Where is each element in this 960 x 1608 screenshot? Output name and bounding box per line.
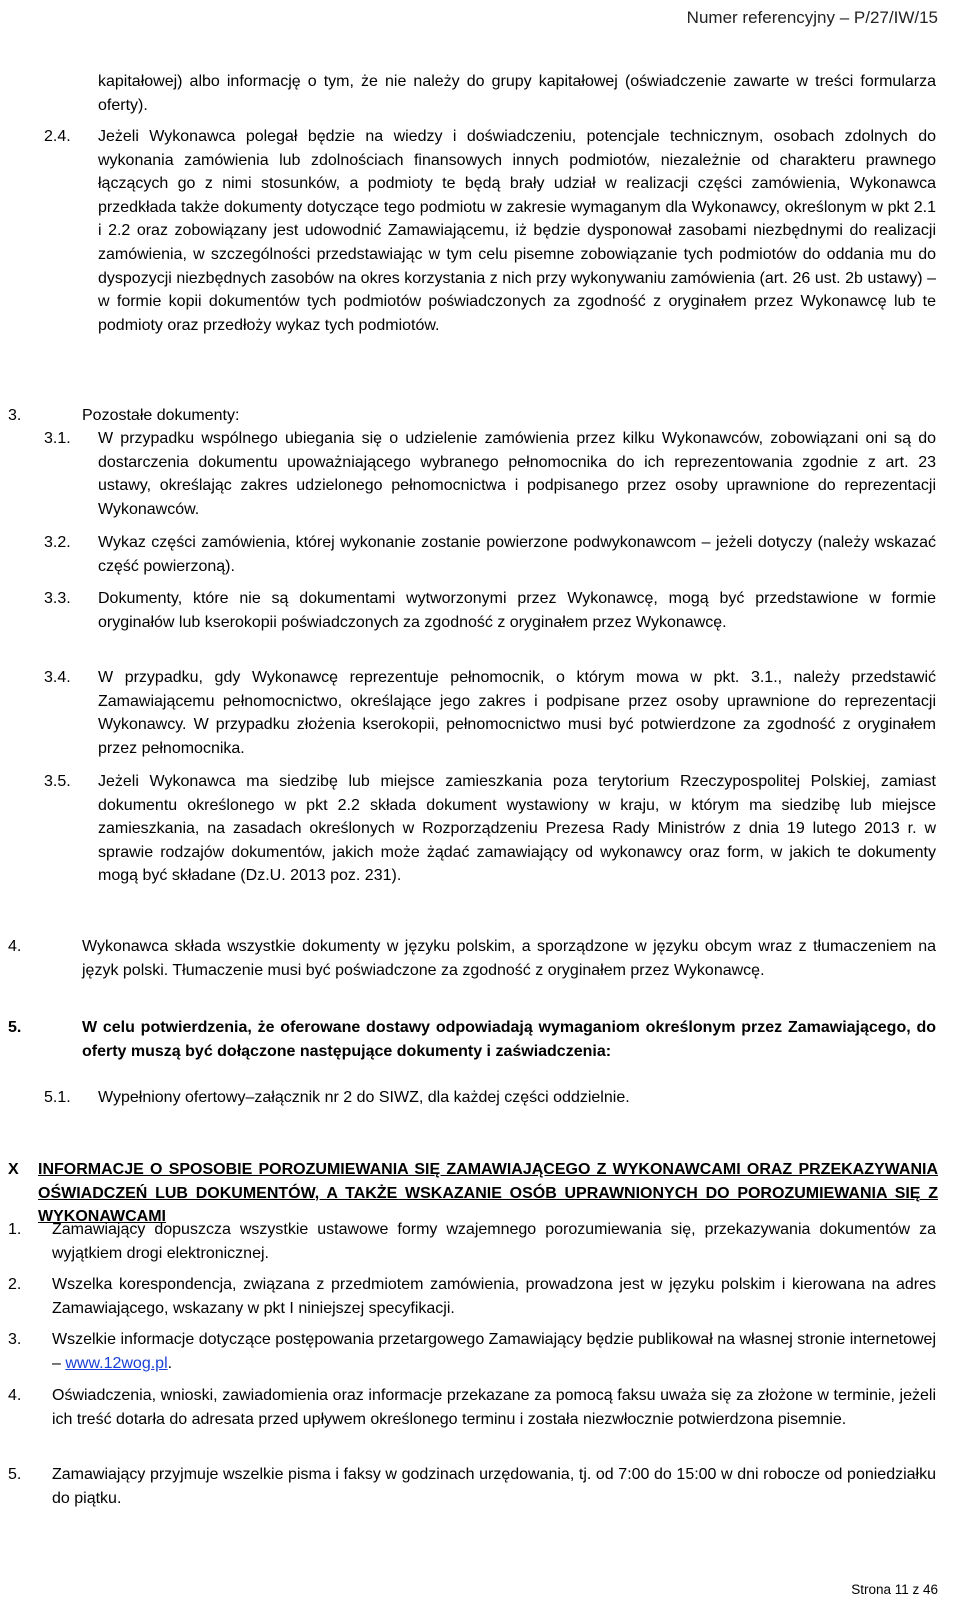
x-paragraph-3 xyxy=(52,1328,936,1375)
x-paragraph-1: Zamawiający dopuszcza wszystkie ustawowe formy wzajemnego porozumiewania się, przekazywania dokumentów za wyjątkiem drogi elektronicznej. xyxy=(52,1221,936,1262)
paragraph-4: Wykonawca składa wszystkie dokumenty w języku polskim, a sporządzone w języku obcym wraz z tłumaczeniem na język polski. Tłumaczenie musi być poświadczone za zgodność z oryginałem przez Wykonawcę. xyxy=(82,938,936,979)
paragraph-5: W celu potwierdzenia, że oferowane dostawy odpowiadają wymaganiom określonym przez Zamawiającego, do oferty muszą być dołączone następujące dokumenty i zaświadczenia: xyxy=(82,1019,936,1060)
page-number: Strona 11 z 46 xyxy=(851,1582,938,1597)
item-number-4: 4. xyxy=(8,938,22,955)
x-item-number-1: 1. xyxy=(8,1221,22,1238)
x-paragraph-3-text: Wszelkie informacje dotyczące postępowania przetargowego Zamawiający będzie publikował na własnej stronie internetowej – xyxy=(52,1331,937,1372)
section-title: INFORMACJE O SPOSOBIE POROZUMIEWANIA SIĘ ZAMAWIAJĄCEGO Z WYKONAWCAMI ORAZ PRZEKAZYWANIA OŚWIADCZEŃ LUB DOKUMENTÓW, A TAKŻE WSKAZANIE OSÓB UPRAWNIONYCH DO POROZUMIEWANIA SIĘ Z WYKONAWCAMI xyxy=(38,1161,938,1226)
item-number-3-5: 3.5. xyxy=(44,773,71,790)
item-number-5: 5. xyxy=(8,1019,22,1036)
section-number: X xyxy=(8,1161,19,1178)
paragraph-3-4: W przypadku, gdy Wykonawcę reprezentuje pełnomocnik, o którym mowa w pkt. 3.1., należy przedstawić Zamawiającemu pełnomocnictwo, określające jego zakres i podpisane przez osoby uprawnione do reprezentacji Wykonawcy. W przypadku złożenia kserokopii, pełnomocnictwo musi być potwierdzone za zgodność z oryginałem przez pełnomocnika. xyxy=(98,669,936,757)
x-item-number-2: 2. xyxy=(8,1276,22,1293)
paragraph-3-3: Dokumenty, które nie są dokumentami wytworzonymi przez Wykonawcę, mogą być przedstawione w formie oryginałów lub kserokopii poświadczonych za zgodność z oryginałem przez Wykonawcę. xyxy=(98,590,936,631)
x-paragraph-4: Oświadczenia, wnioski, zawiadomienia oraz informacje przekazane za pomocą faksu uważa się za złożone w terminie, jeżeli ich treść dotarła do adresata przed upływem określonego terminu i została niezwłocznie potwierdzona pisemnie. xyxy=(52,1387,936,1428)
x-item-number-4: 4. xyxy=(8,1387,22,1404)
reference-number: Numer referencyjny – P/27/IW/15 xyxy=(686,8,938,27)
paragraph-3-1: W przypadku wspólnego ubiegania się o udzielenie zamówienia przez kilku Wykonawców, zobowiązani oni są do dostarczenia dokumentu upoważniającego wybranego pełnomocnika do ich reprezentowania zgodnie z art. 23 ustawy, określając zakres udzielonego pełnomocnictwa i podpisanego przez osoby uprawnione do reprezentacji Wykonawców. xyxy=(98,430,936,518)
x-paragraph-2: Wszelka korespondencja, związana z przedmiotem zamówienia, prowadzona jest w języku polskim i kierowana na adres Zamawiającego, wskazany w pkt I niniejszej specyfikacji. xyxy=(52,1276,936,1317)
website-link[interactable]: www.12wog.pl xyxy=(65,1354,168,1372)
paragraph-2-4: Jeżeli Wykonawca polegał będzie na wiedzy i doświadczeniu, potencjale technicznym, osobach zdolnych do wykonania zamówienia lub zdolnościach finansowych innych podmiotów, niezależnie od charakteru prawnego łączących go z nimi stosunków, a podmioty te będą brały udział w realizacji części zamówienia, Wykonawca przedkłada także dokumenty dotyczące tego podmiotu w zakresie wymaganym dla Wykonawcy, określonym w pkt 2.1 i 2.2 oraz zobowiązany jest udowodnić Zamawiającemu, iż będzie dysponował zasobami niezbędnymi do realizacji zamówienia, w szczególności przedstawiając w tym celu pisemne zobowiązanie tych podmiotów do oddania mu do dyspozycji niezbędnych zasobów na okres korzystania z nich przy wykonywaniu zamówienia (art. 26 ust. 2b ustawy) – w formie kopii dokumentów tych podmiotów poświadczonych za zgodność z oryginałem przez Wykonawcę lub te podmioty oraz przedłoży wykaz tych podmiotów. xyxy=(98,128,936,334)
item-number-3: 3. xyxy=(8,407,22,424)
continuation-paragraph: kapitałowej) albo informację o tym, że nie należy do grupy kapitałowej (oświadczenie zawarte w treści formularza oferty). xyxy=(98,73,936,114)
item-number-5-1: 5.1. xyxy=(44,1089,71,1106)
paragraph-3-5: Jeżeli Wykonawca ma siedzibę lub miejsce zamieszkania poza terytorium Rzeczypospolitej Polskiej, zamiast dokumentu określonego w pkt 2.2 składa dokument wystawiony w kraju, w którym ma siedzibę lub miejsce zamieszkania, na zasadach określonych w Rozporządzeniu Prezesa Rady Ministrów z dnia 19 lutego 2013 r. w sprawie rodzajów dokumentów, jakich może żądać zamawiający od wykonawcy oraz form, w jakich te dokumenty mogą być składane (Dz.U. 2013 poz. 231). xyxy=(98,773,936,885)
x-paragraph-3-end: . xyxy=(167,1354,173,1372)
x-paragraph-5: Zamawiający przyjmuje wszelkie pisma i faksy w godzinach urzędowania, tj. od 7:00 do 15:00 w dni robocze od poniedziałku do piątku. xyxy=(52,1466,936,1507)
item-number-3-4: 3.4. xyxy=(44,669,71,686)
heading-3: Pozostałe dokumenty: xyxy=(82,407,240,424)
paragraph-3-2: Wykaz części zamówienia, której wykonanie zostanie powierzone podwykonawcom – jeżeli dotyczy (należy wskazać część powierzoną). xyxy=(98,534,936,575)
x-item-number-5: 5. xyxy=(8,1466,22,1483)
item-number-3-2: 3.2. xyxy=(44,534,71,551)
item-number-3-3: 3.3. xyxy=(44,590,71,607)
x-item-number-3: 3. xyxy=(8,1331,22,1348)
item-number-3-1: 3.1. xyxy=(44,430,71,447)
paragraph-5-1: Wypełniony ofertowy–załącznik nr 2 do SIWZ, dla każdej części oddzielnie. xyxy=(98,1089,630,1106)
item-number-2-4: 2.4. xyxy=(44,128,71,145)
